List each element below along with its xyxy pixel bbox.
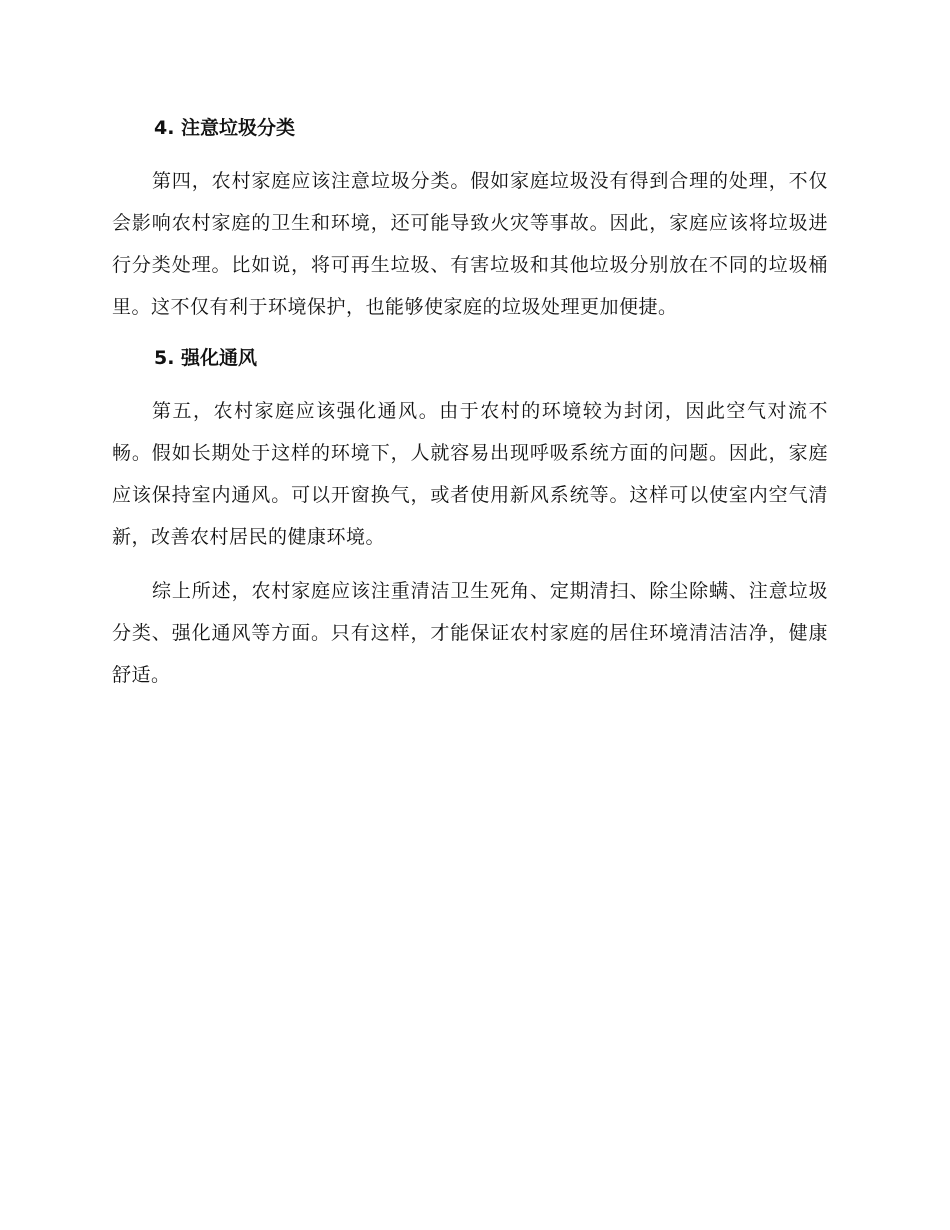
section-paragraph-garbage-sorting: 第四，农村家庭应该注意垃圾分类。假如家庭垃圾没有得到合理的处理，不仅会影响农村家庭的卫生和环境，还可能导致火灾等事故。因此，家庭应该将垃圾进行分类处理。比如说，将可再生垃圾、有害垃圾和其他垃圾分别放在不同的垃圾桶里。这不仅有利于环境保护，也能够使家庭的垃圾处理更加便捷。 <box>112 170 828 318</box>
section-heading-ventilation: 5. 强化通风 <box>154 347 258 369</box>
section-heading-garbage-sorting: 4. 注意垃圾分类 <box>154 117 296 139</box>
conclusion-paragraph: 综上所述，农村家庭应该注重清洁卫生死角、定期清扫、除尘除螨、注意垃圾分类、强化通风等方面。只有这样，才能保证农村家庭的居住环境清洁洁净，健康舒适。 <box>112 580 828 686</box>
section-paragraph-ventilation: 第五，农村家庭应该强化通风。由于农村的环境较为封闭，因此空气对流不畅。假如长期处于这样的环境下，人就容易出现呼吸系统方面的问题。因此，家庭应该保持室内通风。可以开窗换气，或者使用新风系统等。这样可以使室内空气清新，改善农村居民的健康环境。 <box>112 400 828 548</box>
document-body <box>112 108 828 696</box>
